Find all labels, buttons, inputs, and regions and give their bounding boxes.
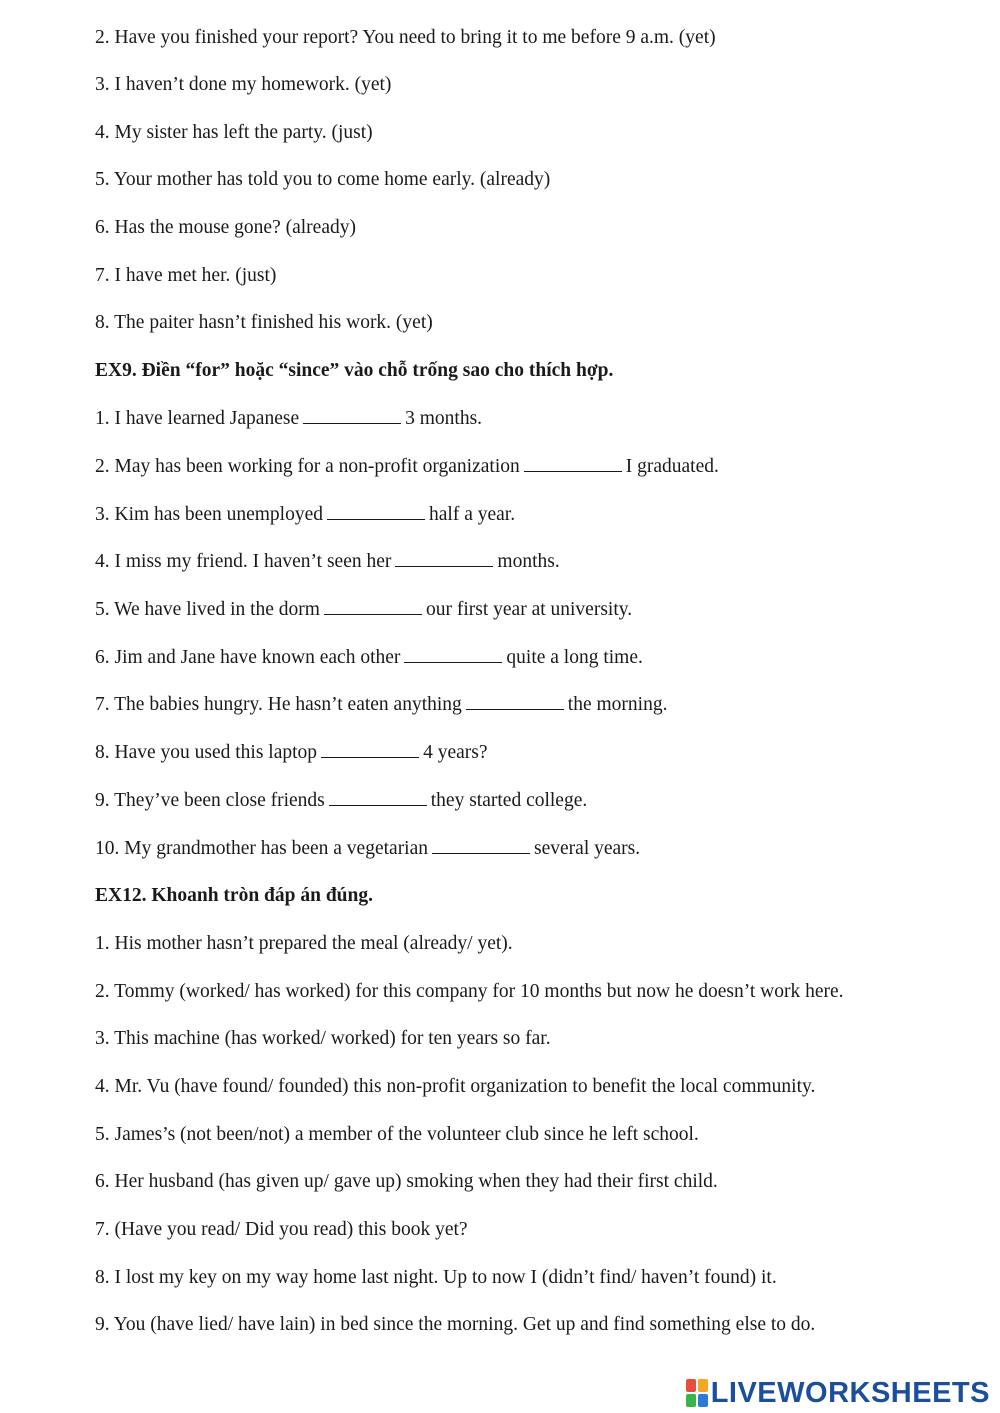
item-text: 9. They’ve been close friends	[95, 790, 325, 811]
item-text: 7. The babies hungry. He hasn’t eaten anything	[95, 694, 462, 715]
liveworksheets-logo[interactable]	[686, 1376, 990, 1410]
item-text: 8. Have you used this laptop	[95, 742, 318, 763]
answer-blank[interactable]	[329, 789, 427, 806]
answer-blank[interactable]	[524, 455, 622, 472]
ex8-item: 4. My sister has left the party. (just)	[95, 122, 373, 143]
answer-blank[interactable]	[327, 503, 425, 520]
logo-text: LIVEWORKSHEETS	[710, 1376, 990, 1409]
ex9-item	[95, 598, 632, 622]
ex12-item: 8. I lost my key on my way home last night. Up to now I (didn’t find/ haven’t found) it.	[95, 1267, 777, 1288]
item-text: 4 years?	[423, 742, 488, 763]
ex8-item: 6. Has the mouse gone? (already)	[95, 217, 356, 238]
ex9-item	[95, 837, 640, 861]
ex9-heading: EX9. Điền “for” hoặc “since” vào chỗ trống sao cho thích hợp.	[95, 360, 614, 381]
ex12-item: 1. His mother hasn’t prepared the meal (already/ yet).	[95, 933, 513, 954]
ex8-item: 2. Have you finished your report? You need to bring it to me before 9 a.m. (yet)	[95, 27, 716, 48]
item-text: they started college.	[430, 790, 588, 811]
ex8-item: 3. I haven’t done my homework. (yet)	[95, 74, 392, 95]
ex12-heading: EX12. Khoanh tròn đáp án đúng.	[95, 885, 373, 906]
answer-blank[interactable]	[324, 598, 422, 615]
item-text: I graduated.	[625, 456, 719, 477]
item-text: 3 months.	[405, 408, 483, 429]
item-text: the morning.	[567, 694, 668, 715]
ex9-item	[95, 693, 667, 717]
ex9-item	[95, 646, 643, 670]
ex9-item	[95, 550, 560, 574]
item-text: 5. We have lived in the dorm	[95, 599, 320, 620]
item-text: 4. I miss my friend. I haven’t seen her	[95, 551, 392, 572]
item-text: half a year.	[429, 504, 516, 525]
ex12-item: 6. Her husband (has given up/ gave up) smoking when they had their first child.	[95, 1171, 718, 1192]
ex12-item: 2. Tommy (worked/ has worked) for this company for 10 months but now he doesn’t work here.	[95, 981, 844, 1002]
ex12-item: 7. (Have you read/ Did you read) this book yet?	[95, 1219, 468, 1240]
answer-blank[interactable]	[466, 693, 564, 710]
ex8-item: 7. I have met her. (just)	[95, 265, 277, 286]
item-text: our first year at university.	[425, 599, 633, 620]
answer-blank[interactable]	[404, 646, 502, 663]
ex12-item: 3. This machine (has worked/ worked) for ten years so far.	[95, 1028, 551, 1049]
item-text: several years.	[534, 838, 641, 859]
ex12-item: 9. You (have lied/ have lain) in bed since the morning. Get up and find something else to do.	[95, 1314, 816, 1335]
item-text: 6. Jim and Jane have known each other	[95, 647, 401, 668]
ex9-item	[95, 455, 719, 479]
ex12-item: 4. Mr. Vu (have found/ founded) this non-profit organization to benefit the local community.	[95, 1076, 816, 1097]
ex9-item	[95, 503, 515, 527]
item-text: 10. My grandmother has been a vegetarian	[95, 838, 429, 859]
answer-blank[interactable]	[321, 741, 419, 758]
ex9-item	[95, 407, 482, 431]
item-text: 2. May has been working for a non-profit organization	[95, 456, 520, 477]
item-text: 1. I have learned Japanese	[95, 408, 300, 429]
item-text: quite a long time.	[506, 647, 643, 668]
item-text: months.	[497, 551, 560, 572]
liveworksheets-logo-icon	[686, 1379, 708, 1407]
answer-blank[interactable]	[303, 407, 401, 424]
item-text: 3. Kim has been unemployed	[95, 504, 323, 525]
ex8-item: 8. The paiter hasn’t finished his work. (yet)	[95, 312, 433, 333]
answer-blank[interactable]	[432, 837, 530, 854]
ex9-item	[95, 789, 587, 813]
ex12-item: 5. James’s (not been/not) a member of the volunteer club since he left school.	[95, 1124, 699, 1145]
ex9-item	[95, 741, 488, 765]
ex8-item: 5. Your mother has told you to come home early. (already)	[95, 169, 551, 190]
answer-blank[interactable]	[395, 550, 493, 567]
